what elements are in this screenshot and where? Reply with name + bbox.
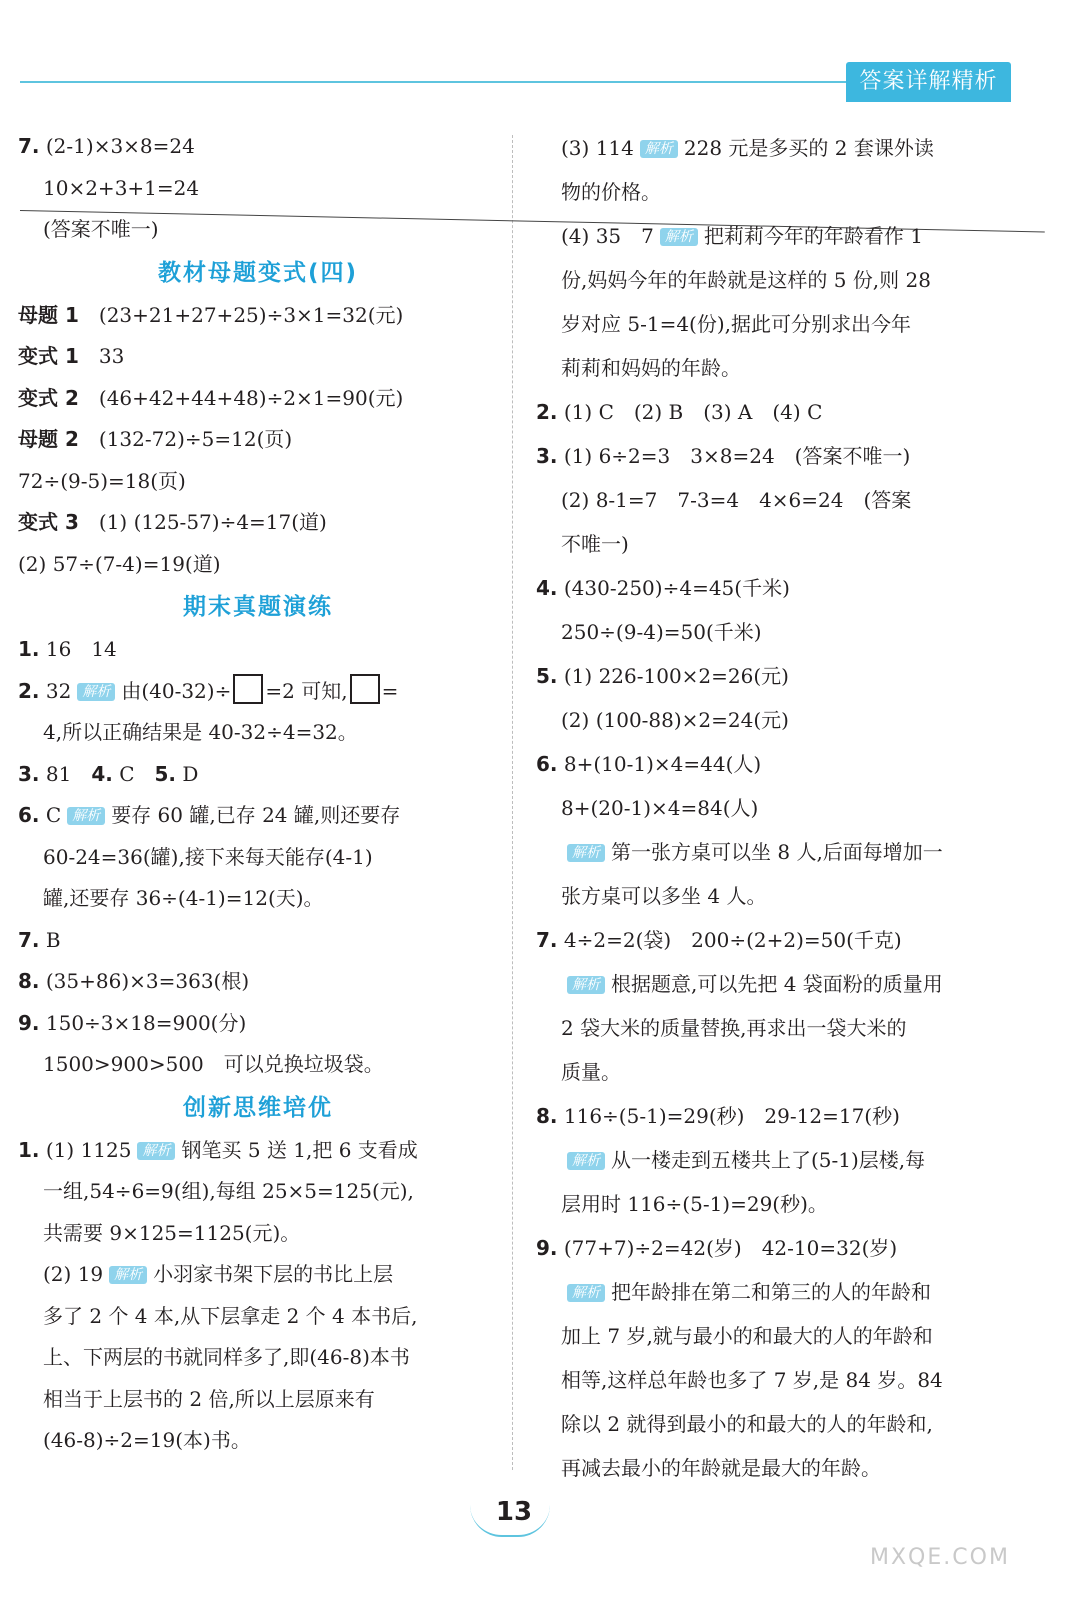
column-divider	[512, 135, 513, 1470]
analysis-tag: 解析	[567, 976, 605, 994]
answer-line: 1. 16 14	[18, 637, 117, 661]
answer-line: 加上 7 岁,就与最小的和最大的人的年龄和	[561, 1324, 933, 1348]
answer-line: 不唯一)	[561, 532, 629, 556]
answer-line: 相等,这样总年龄也多了 7 岁,是 84 岁。84	[561, 1368, 943, 1392]
answer-line: 9. 150÷3×18=900(分)	[18, 1010, 247, 1035]
answer-line: (2) 8-1=7 7-3=4 4×6=24 (答案	[561, 488, 912, 512]
answer-line: 2 袋大米的质量替换,再求出一袋大米的	[561, 1016, 907, 1040]
answer-line: 相当于上层书的 2 倍,所以上层原来有	[43, 1386, 375, 1411]
answer-line: 解析 从一楼走到五楼共上了(5-1)层楼,每	[536, 1138, 1006, 1182]
answer-line: 7. 4÷2=2(袋) 200÷(2+2)=50(千克)	[536, 928, 902, 952]
answer-line: 变式 1 33	[18, 344, 125, 368]
answer-line: 变式 3 (1) (125-57)÷4=17(道)	[18, 510, 327, 534]
answer-line: 6. C 解析 要存 60 罐,已存 24 罐,则还要存	[18, 803, 401, 827]
blank-box	[350, 674, 380, 704]
answer-line: 7. (2-1)×3×8=24	[18, 134, 195, 158]
answer-line: 再减去最小的年龄就是最大的年龄。	[561, 1456, 881, 1480]
answer-line: (46-8)÷2=19(本)书。	[43, 1428, 251, 1452]
answer-line: 8. (35+86)×3=363(根)	[18, 969, 250, 993]
answer-line: 变式 2 (46+42+44+48)÷2×1=90(元)	[18, 385, 404, 410]
answer-line: (4) 35 7 解析 把莉莉今年的年龄看作 1	[561, 224, 923, 248]
watermark: MXQE.COM	[870, 1545, 1010, 1570]
analysis-tag: 解析	[660, 228, 698, 246]
answer-line: 张方桌可以多坐 4 人。	[561, 884, 767, 908]
analysis-tag: 解析	[67, 807, 105, 825]
answer-line: 3. (1) 6÷2=3 3×8=24 (答案不唯一)	[536, 444, 911, 468]
section-title: 创新思维培优	[183, 1094, 333, 1121]
analysis-tag: 解析	[567, 1284, 605, 1302]
left-column	[18, 126, 498, 1462]
answer-line: 解析 把年龄排在第二和第三的人的年龄和	[536, 1270, 1006, 1314]
answer-line: 1500>900>500 可以兑换垃圾袋。	[43, 1052, 384, 1076]
answer-line: 解析 根据题意,可以先把 4 袋面粉的质量用	[536, 962, 1006, 1006]
analysis-tag: 解析	[567, 844, 605, 862]
page-number: 13	[495, 1497, 533, 1527]
answer-line: 7. B	[18, 927, 61, 952]
header-tab: 答案详解精析	[846, 62, 1011, 102]
analysis-tag: 解析	[109, 1266, 147, 1284]
answer-line: 多了 2 个 4 本,从下层拿走 2 个 4 本书后,	[43, 1303, 418, 1328]
answer-line: 上、下两层的书就同样多了,即(46-8)本书	[43, 1345, 410, 1369]
section-title: 教材母题变式(四)	[157, 259, 359, 286]
answer-line: 4. (430-250)÷4=45(千米)	[536, 576, 790, 600]
blank-box	[233, 674, 263, 704]
answer-line: (2) 57÷(7-4)=19(道)	[18, 551, 221, 576]
answer-line: 2. 32 解析 由(40-32)÷ =2 可知, =	[18, 671, 498, 713]
answer-line: (3) 114 解析 228 元是多买的 2 套课外读	[561, 136, 934, 160]
answer-line: 除以 2 就得到最小的和最大的人的年龄和,	[561, 1412, 933, 1436]
answer-note: (答案不唯一)	[43, 217, 159, 241]
answer-line: 3. 81 4. C 5. D	[18, 761, 199, 786]
answer-line: 岁对应 5-1=4(份),据此可分别求出今年	[561, 312, 912, 336]
analysis-tag: 解析	[137, 1142, 175, 1160]
answer-line: 5. (1) 226-100×2=26(元)	[536, 664, 789, 688]
answer-line: 250÷(9-4)=50(千米)	[561, 620, 762, 644]
header-rule	[20, 81, 860, 83]
answer-line: 10×2+3+1=24	[43, 175, 200, 200]
answer-line: 母题 1 (23+21+27+25)÷3×1=32(元)	[18, 302, 404, 327]
answer-line: 一组,54÷6=9(组),每组 25×5=125(元),	[43, 1179, 414, 1203]
analysis-tag: 解析	[640, 140, 678, 158]
answer-line: 母题 2 (132-72)÷5=12(页)	[18, 427, 293, 451]
answer-line: 60-24=36(罐),接下来每天能存(4-1)	[43, 844, 373, 869]
answer-line: 8+(20-1)×4=84(人)	[561, 796, 759, 820]
answer-line: 层用时 116÷(5-1)=29(秒)。	[561, 1192, 828, 1216]
section-title: 期末真题演练	[183, 594, 333, 620]
analysis-tag: 解析	[77, 683, 115, 701]
answer-line: 物的价格。	[561, 180, 661, 204]
answer-line: 9. (77+7)÷2=42(岁) 42-10=32(岁)	[536, 1236, 898, 1260]
answer-line: (2) 19 解析 小羽家书架下层的书比上层	[43, 1262, 394, 1286]
answer-line: 莉莉和妈妈的年龄。	[561, 356, 741, 380]
answer-line: 解析 第一张方桌可以坐 8 人,后面每增加一	[536, 830, 1006, 874]
answer-line: 1. (1) 1125 解析 钢笔买 5 送 1,把 6 支看成	[18, 1137, 418, 1162]
answer-line: 质量。	[561, 1060, 621, 1084]
answer-line: 6. 8+(10-1)×4=44(人)	[536, 752, 762, 776]
answer-line: 份,妈妈今年的年龄就是这样的 5 份,则 28	[561, 268, 931, 292]
analysis-tag: 解析	[567, 1152, 605, 1170]
answer-line: 罐,还要存 36÷(4-1)=12(天)。	[43, 886, 324, 910]
answer-line: 72÷(9-5)=18(页)	[18, 468, 186, 493]
answer-line: 8. 116÷(5-1)=29(秒) 29-12=17(秒)	[536, 1104, 900, 1128]
answer-line: 共需要 9×125=1125(元)。	[43, 1220, 301, 1245]
right-column	[536, 126, 1006, 1490]
answer-line: 4,所以正确结果是 40-32÷4=32。	[43, 720, 358, 744]
answer-line: 2. (1) C (2) B (3) A (4) C	[536, 400, 823, 424]
answer-line: (2) (100-88)×2=24(元)	[561, 708, 789, 732]
